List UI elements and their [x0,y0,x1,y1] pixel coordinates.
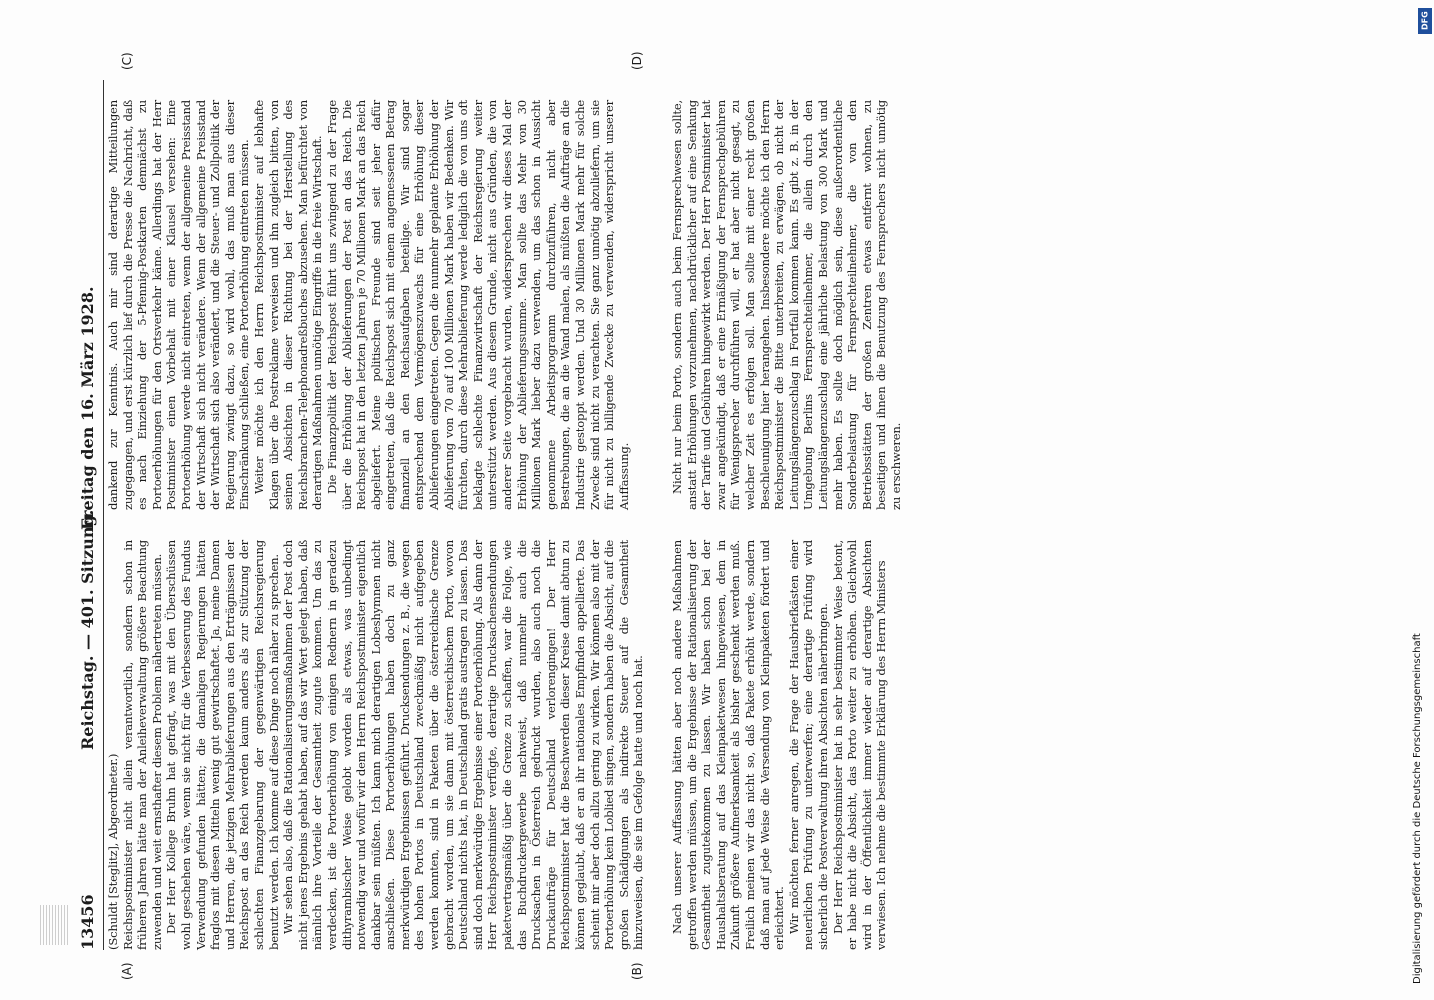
paragraph: Wir möchten ferner anregen, die Frage der Hausbriefkästen einer neuerlichen Prüfung zu unterwerfen; eine derartige Prüfung wird sicherlich die Postverwaltung ihren Absichten näherbringen. [786,540,830,950]
paragraph: Nicht nur beim Porto, sondern auch beim Fernsprechwesen sollte, anstatt Erhöhungen vorzunehmen, nachdrücklicher auf eine Senkung der Tarife und Gebühren hingewirkt werden. Der Herr Postminister hat zwar angekündigt, daß er eine Ermäßigung der Fernsprechgebühren für Wenigsprecher durchführen will, er hat aber nicht gesagt, zu welcher Zeit es erfolgen soll. Man sollte mit einer recht großen Beschleunigung hier herangehen. Insbesondere möchte ich den Herrn Reichspostminister die Bitte unterbreiten, zu erwägen, ob nicht der Leitungslängenzuschlag in Fortfall kommen kann. Es gibt z. B. in der Umgebung Berlins Fernsprechteilnehmer, die allein durch den Leitungslängenzuschlag eine jährliche Belastung von 300 Mark und mehr haben. Es sollte doch möglich sein, diese außerordentliche Sonderbelastung für Fernsprechteilnehmer, die von den Betriebsstätten der großen Zentren etwas entfernt wohnen, zu beseitigen und ihnen die Benutzung des Fernsprechers nicht unnötig zu erschweren. [670,100,903,510]
header-rule [103,80,104,950]
page-header [70,80,110,950]
paragraph: Der Herr Kollege Bruhn hat gefragt, was mit den Überschüssen wohl geschehen wäre, wenn sie nicht für die Verbesserung des Fundus Verwendung gefunden hätten; die damaligen Regierungen hätten fraglos mit diesen Mitteln wenig gut gewirtschaftet. Ja, meine Damen und Herren, die jetzigen Mehrablieferungen aus den Erträgnissen der Reichspost an das Reich werden kaum anders als zur Stützung der schlechten Finanzgebarung der gegenwärtigen Reichsregierung benutzt werden. Ich komme auf diese Dinge noch näher zu sprechen. [164,540,281,950]
column-right-bottom [670,100,1090,510]
column-right-top [106,100,666,510]
dfg-logo: DFG [1418,8,1432,34]
margin-marker-c: (C) [120,52,134,70]
credit-text: Digitalisierung gefördert durch die Deutsche Forschungsgemeinschaft [1412,633,1423,984]
paragraph: Der Herr Reichspostminister hat in sehr bestimmter Weise betont, er habe nicht die Absicht, das Porto weiter zu erhöhen. Gleichwohl wird in der Öffentlichkeit immer wieder auf derartige Absichten verwiesen. Ich nehme die bestimmte Erklärung des Herrn Ministers [830,540,889,950]
digitization-credit [1412,14,1430,984]
page-date: Freitag den 16. März 1928. [78,286,97,530]
paragraph: Die Finanzpolitik der Reichspost führt uns zwingend zu der Frage über die Erhöhung der Ablieferungen der Post an das Reich. Die Reichspost hat in den letzten Jahren je 70 Millionen Mark an das Reich abgeliefert. Meine politischen Freunde sind seit jeher dafür eingetreten, daß die Reichspost sich mit einem angemessenen Betrag finanziell an den Reichsaufgaben beteilige. Wir sind sogar entsprechend dem Vermögenszuwachs für eine Erhöhung dieser Ablieferungen eingetreten. Gegen die nunmehr geplante Erhöhung der Ablieferung von 70 auf 100 Millionen Mark haben wir Bedenken. Wir fürchten, durch diese Mehrablieferung werde lediglich die von uns oft beklagte schlechte Finanzwirtschaft der Reichsregierung weiter unterstützt werden. Aus diesem Grunde, nicht aus Gründen, die von anderer Seite vorgebracht wurden, widersprechen wir dieses Mal der Erhöhung der Ablieferungssumme. Man sollte das Mehr von 30 Millionen Mark lieber dazu verwenden, um das schon in Aussicht genommene Arbeitsprogramm durchzuführen, nicht aber Bestrebungen, die an die Wand malen, als müßten die Aufträge an die Industrie gestoppt werden. Und 30 Millionen Mark mehr für solche Zwecke sind nicht zu verachten. Sie ganz unnötig abzuliefern, um sie für nicht zu billigende Zwecke zu verwenden, widerspricht unserer Auffassung. [324,100,631,510]
rotated-page-content [70,51,1390,980]
session-title: Reichstag. — 401. Sitzung. [78,509,97,750]
paragraph: (Schuldt [Steglitz], Abgeordneter.) [106,753,120,950]
column-left-top [106,540,666,950]
margin-marker-b: (B) [630,962,644,980]
paragraph: Reichspostminister nicht allein verantwortlich, sondern schon in früheren Jahren hätte man der Anleiheverwaltung größere Beachtung zuwenden und weit ernsthafter diesem Problem nähertreten müssen. [120,540,164,950]
margin-marker-a: (A) [120,962,134,980]
paragraph: Weiter möchte ich den Herrn Reichspostminister auf lebhafte Klagen über die Postreklame verweisen und ihn zugleich bitten, von seinen Absichten in dieser Richtung bei der Herstellung des Reichsbranchen-Telephonadreßbuches abzusehen. Man befürchtet von derartigen Maßnahmen unnötige Eingriffe in die freie Wirtschaft. [251,100,325,510]
page-number: 13456 [78,894,97,950]
column-left-bottom [670,540,1090,950]
margin-marker-d: (D) [630,51,644,70]
paragraph: Wir sehen also, daß die Rationalisierungsmaßnahmen der Post doch nicht jenes Ergebnis gehabt haben, auf das wir Wert gelegt haben, daß nämlich ihre Vorteile der Gesamtheit zugute kommen. Um das zu verdecken, ist die Portoerhöhung von einigen Rednern in geradezu dithyrambischer Weise gelobt worden als etwas, was unbedingt notwendig war und wofür wir dem Herrn Reichspostminister eigentlich dankbar sein müßten. Ich kann mich derartigen Lobeshymnen nicht anschließen. Diese Portoerhöhungen haben doch zu ganz merkwürdigen Ergebnissen geführt. Drucksendungen z. B., die wegen des hohen Portos in Deutschland zweckmäßig nicht aufgegeben werden konnten, sind in Paketen über die österreichische Grenze gebracht worden, um sie dann mit österreichischem Porto, wovon Deutschland nichts hat, in Deutschland gratis austragen zu lassen. Das sind doch merkwürdige Ergebnisse einer Portoerhöhung. Als dann der Herr Reichspostminister verfügte, derartige Drucksachensendungen paketvertragsmäßig über die Grenze zu schaffen, war die Folge, wie das Buchdruckergewerbe nachweist, daß nunmehr auch die Drucksachen in Österreich gedruckt wurden, also auch noch die Druckaufträge für Deutschland verlorengingen! Der Herr Reichspostminister hat die Beschwerden dieser Kreise damit abtun zu können geglaubt, daß er an ihr nationales Empfinden appellierte. Das scheint mir aber doch allzu gering zu wirken. Wir können also mit der Portoerhöhung kein Loblied singen, sondern haben die Absicht, auf die großen Schädigungen als indirekte Steuer auf die Gesamtheit hinzuweisen, die sie im Gefolge hatte und noch hat. [281,540,646,950]
paragraph: Nach unserer Auffassung hätten aber noch andere Maßnahmen getroffen werden müssen, um die Ergebnisse der Rationalisierung der Gesamtheit zugutekommen zu lassen. Wir haben schon bei der Haushaltsberatung auf das Kleinpaketwesen hingewiesen, dem in Zukunft größere Aufmerksamkeit als bisher geschenkt werden muß. Freilich meinen wir das nicht so, daß Pakete erhöht werde, sondern daß man auf jede Weise die Versendung von Kleinpaketen fördert und erleichtert. [670,540,787,950]
paragraph: dankend zur Kenntnis. Auch mir sind derartige Mitteilungen zugegangen, und erst kürzlich lief durch die Presse die Nachricht, daß es nach Einziehung der 5-Pfennig-Postkarten demnächst zu Portoerhöhungen für den Ortsverkehr käme. Allerdings hat der Herr Postminister einen Vorbehalt mit einer Klausel versehen: Eine Portoerhöhung werde nicht eintreten, wenn der allgemeine Preisstand der Wirtschaft sich nicht verändere. Wenn der allgemeine Preisstand der Wirtschaft sich also verändert, und die Steuer- und Zollpolitik der Regierung zwingt dazu, so wird wohl, das muß man aus dieser Einschränkung schließen, eine Portoerhöhung eintreten müssen. [106,100,252,510]
library-stamp [40,905,70,945]
